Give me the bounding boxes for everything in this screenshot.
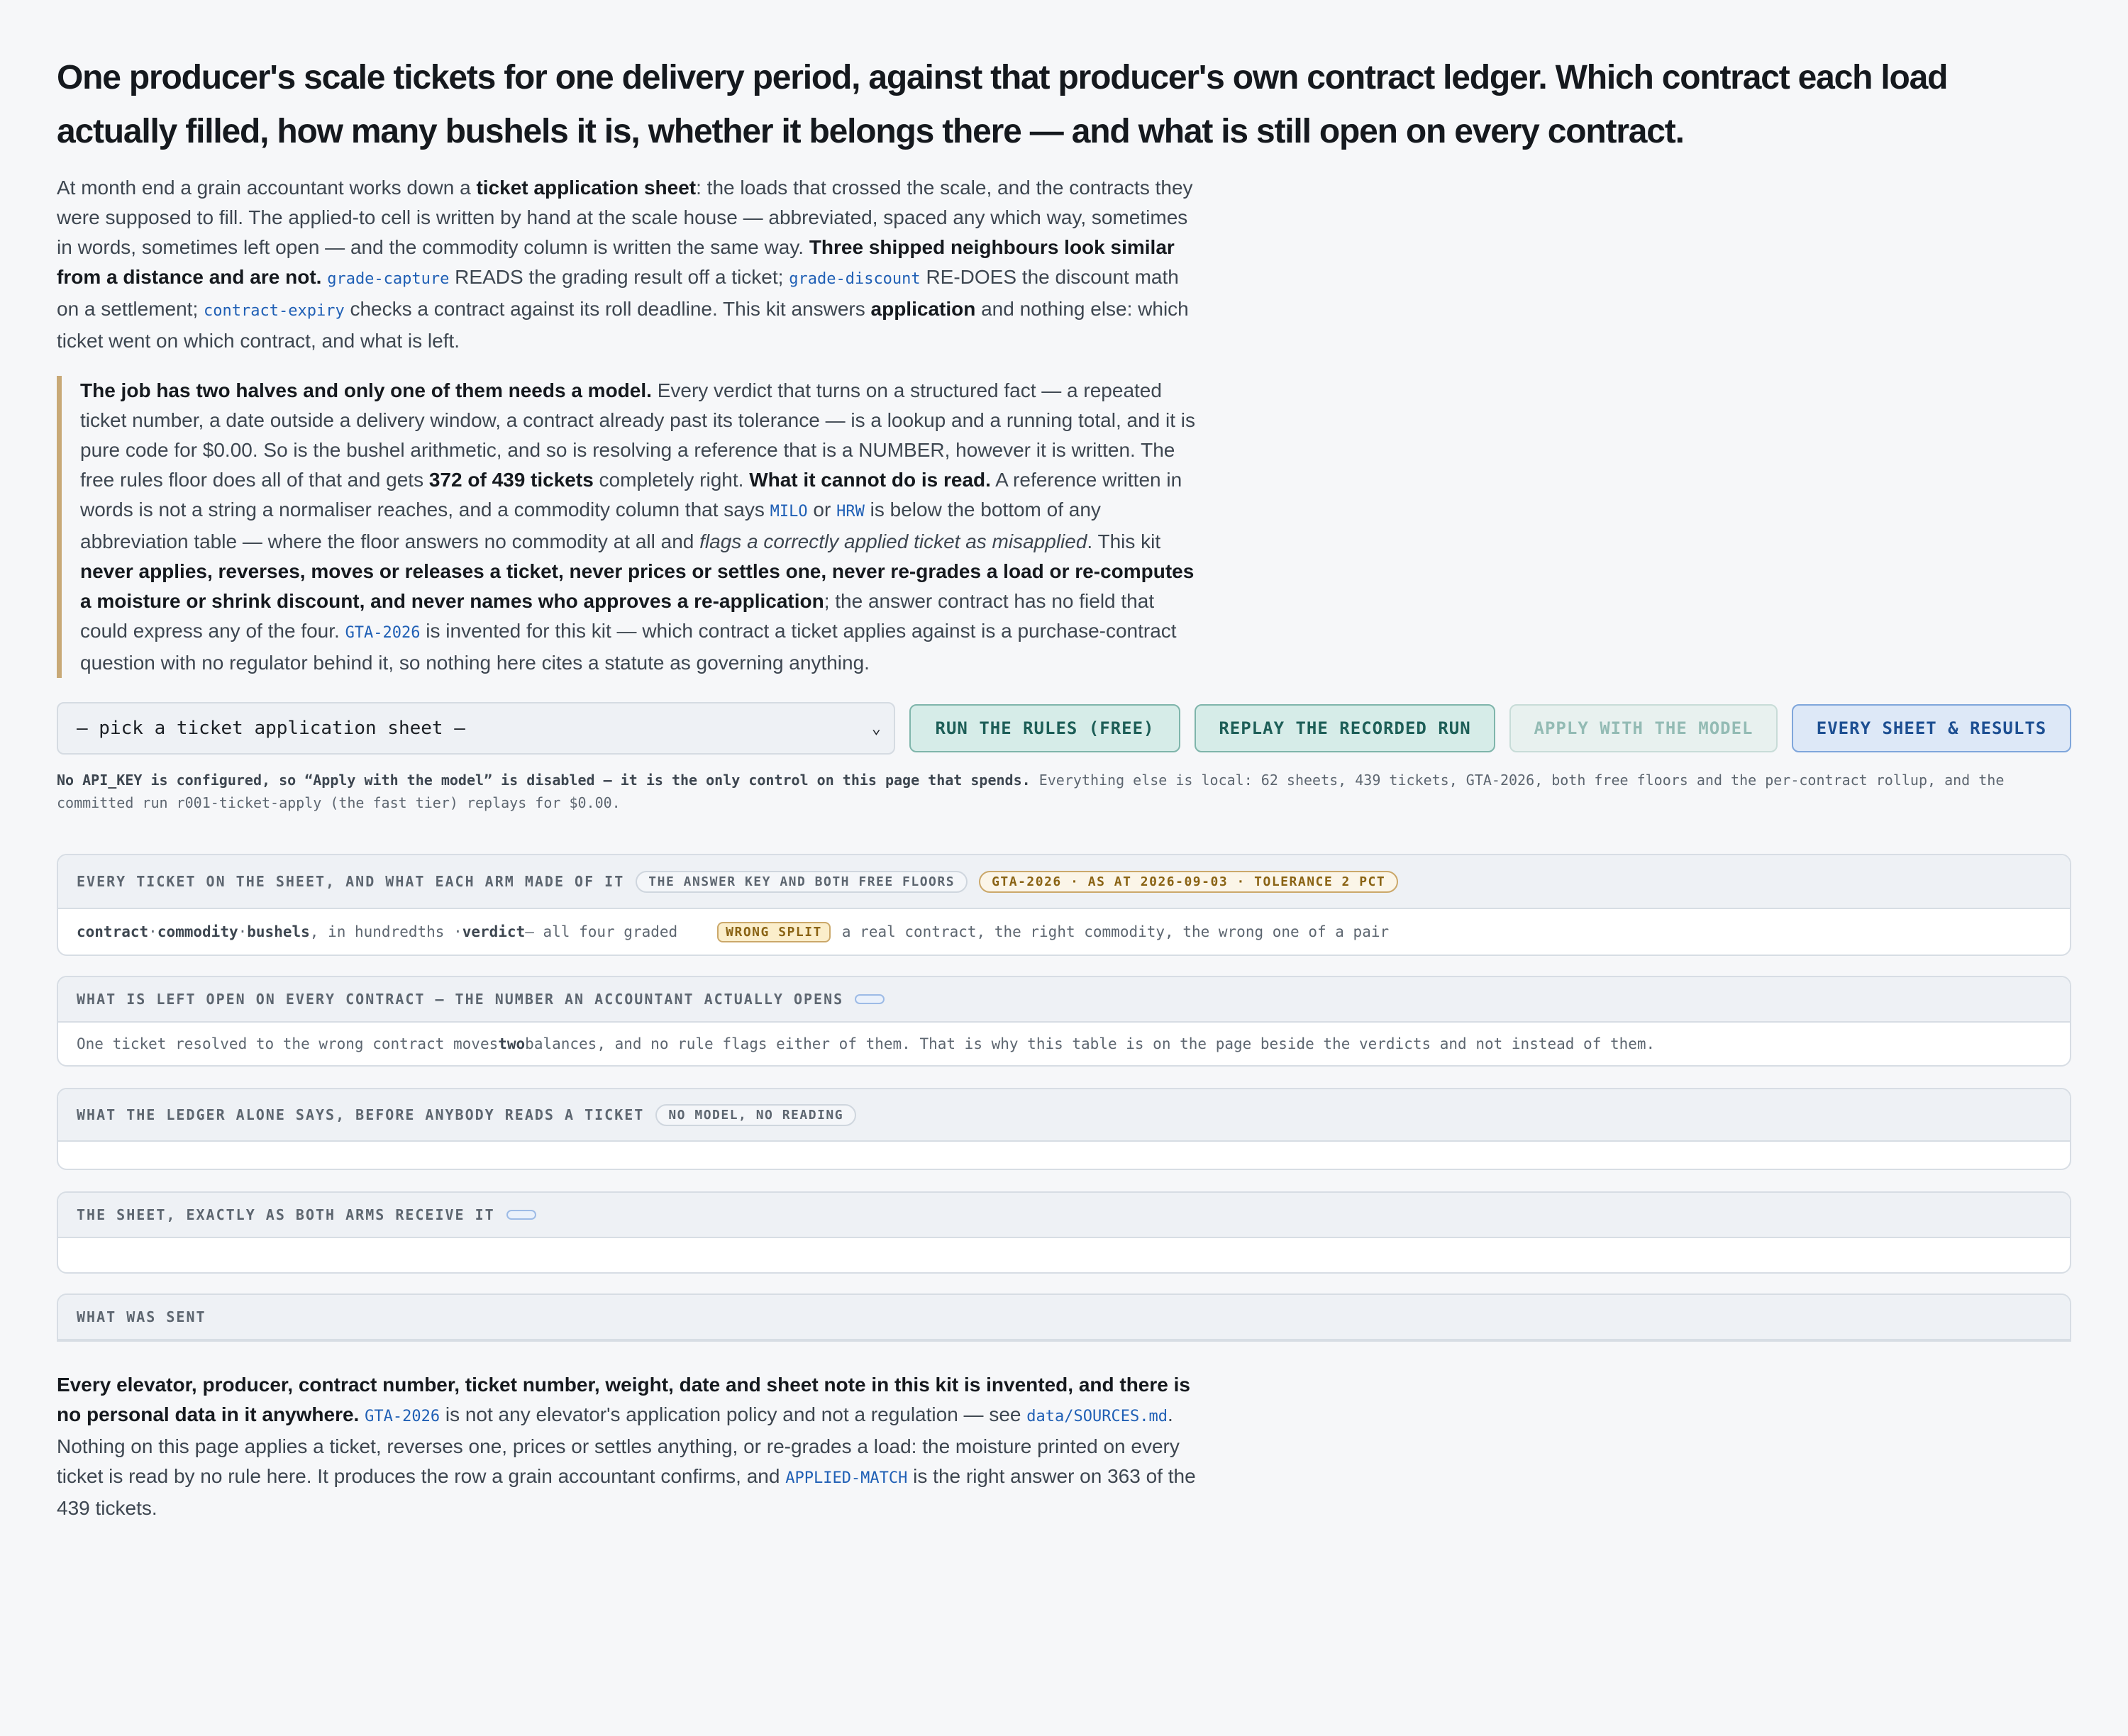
note-emphasis: No API_KEY is configured, so “Apply with the model” is disabled — it is the only control on this page that spends. [57, 772, 1031, 789]
sources-link[interactable]: data/SOURCES.md [1026, 1408, 1168, 1425]
sheet-panel [57, 1191, 2071, 1274]
legend-verdict: verdict [462, 923, 526, 940]
callout-text: Every verdict that turns on a structured fact — a repeated ticket number, a date outside a delivery window, a contract already past its tolerance — is a lookup and a running total, and it is pure code for $0.00. So is the bushel arithmetic, and so is resolving a reference that is a NUMBER, however it is written. The free rules floor does all of that and gets [80, 379, 1196, 491]
footer-text: is the right answer on 363 of the 439 tickets. [57, 1465, 1196, 1519]
legend-commodity: commodity [157, 923, 238, 940]
sent-panel [57, 1293, 2071, 1342]
callout-emphasis: What it cannot do is read. [749, 469, 991, 491]
code-applied-match: APPLIED-MATCH [785, 1469, 908, 1487]
open-contracts-panel [57, 976, 2071, 1067]
intro-text: RE-DOES the discount math on a settlement; [57, 266, 1179, 320]
legend-sep: · [238, 923, 248, 940]
intro-text: At month end a grain accountant works down a [57, 177, 477, 199]
callout-italic: flags a correctly applied ticket as misapplied [699, 530, 1087, 552]
callout-text: is invented for this kit — which contract a ticket applies against is a purchase-contract question with no regulator behind it, so nothing here cites a statute as governing anything. [80, 620, 1177, 674]
callout-block [57, 376, 1206, 678]
gta-pill: GTA-2026 · AS AT 2026-09-03 · TOLERANCE 2 PCT [979, 871, 1398, 893]
every-sheet-button[interactable]: EVERY SHEET & RESULTS [1792, 704, 2071, 752]
legend-bushels: bushels [247, 923, 310, 940]
api-key-note [57, 769, 2071, 814]
callout-text: . This kit [1087, 530, 1161, 552]
code-gta-2026: GTA-2026 [365, 1408, 440, 1425]
open-contracts-text: balances, and no rule flags either of them. That is why this table is on the page beside the verdicts and not instead of them. [525, 1035, 1656, 1052]
ledger-panel-body [58, 1142, 2070, 1169]
code-contract-expiry: contract-expiry [204, 302, 345, 320]
callout-emphasis: never applies, reverses, moves or releases a ticket, never prices or settles one, never re-grades a load or re-computes a moisture or shrink discount, and never names who approves a re-application [80, 560, 1195, 612]
intro-emphasis: ticket application sheet [476, 177, 697, 199]
wrong-split-tag: WRONG SPLIT [717, 922, 831, 942]
sheet-select-value: — pick a ticket application sheet — [77, 718, 465, 739]
sheet-panel-header[interactable] [58, 1193, 2070, 1238]
footer-emphasis: Every elevator, producer, contract number, ticket number, weight, date and sheet note in this kit is invented, and there is no personal data in it anywhere. [57, 1374, 1190, 1425]
footer-text: is not any elevator's application policy and not a regulation — see [440, 1403, 1027, 1425]
apply-model-button[interactable]: APPLY WITH THE MODEL [1509, 704, 1778, 752]
legend-text: — all four graded [525, 923, 678, 940]
tickets-panel [57, 854, 2071, 956]
footer-text: . Nothing on this page applies a ticket, reverses one, prices or settles anything, or re-grades a load: the moisture printed on every ticket is read by no rule here. It produces the row a grain accountant confirms, and [57, 1403, 1180, 1487]
callout-text: or [807, 499, 837, 521]
intro-paragraph [57, 173, 1206, 356]
callout-text: A reference written in words is not a string a normaliser reaches, and a commodity column that says [80, 469, 1182, 521]
code-gta-2026: GTA-2026 [345, 624, 421, 642]
callout-emphasis: 372 of 439 tickets [428, 469, 594, 491]
intro-text: and nothing else: which ticket went on which contract, and what is left. [57, 298, 1189, 352]
tickets-panel-heading: EVERY TICKET ON THE SHEET, AND WHAT EACH ARM MADE OF IT [77, 873, 625, 890]
footer-disclaimer [57, 1370, 1206, 1523]
open-contracts-text: One ticket resolved to the wrong contract moves [77, 1035, 499, 1052]
intro-text: READS the grading result off a ticket; [449, 266, 789, 288]
no-model-pill: NO MODEL, NO READING [655, 1104, 856, 1126]
open-contracts-heading: WHAT IS LEFT OPEN ON EVERY CONTRACT — THE NUMBER AN ACCOUNTANT ACTUALLY OPENS [77, 991, 844, 1008]
sheet-select[interactable] [57, 702, 895, 755]
intro-emphasis: Three shipped neighbours look similar from a distance and are not. [57, 236, 1175, 288]
note-text: Everything else is local: 62 sheets, 439 tickets, GTA-2026, both free floors and the per-contract rollup, and the committed run r001-ticket-apply (the fast tier) replays for $0.00. [57, 772, 2005, 811]
code-grade-capture: grade-capture [327, 270, 450, 288]
open-contracts-header[interactable] [58, 977, 2070, 1023]
ledger-panel-heading: WHAT THE LEDGER ALONE SAYS, BEFORE ANYBODY READS A TICKET [77, 1106, 645, 1123]
intro-text: : the loads that crossed the scale, and the contracts they were supposed to fill. The applied-to cell is written by hand at the scale house — abbreviated, spaced any which way, sometimes in words, sometimes left open — and the commodity column is written the same way. [57, 177, 1193, 258]
open-contracts-body [58, 1023, 2070, 1065]
ledger-panel-header[interactable] [58, 1089, 2070, 1142]
chevron-down-icon: ⌄ [871, 719, 881, 738]
intro-emphasis: application [870, 298, 976, 320]
open-contracts-emphasis: two [498, 1035, 526, 1052]
callout-text: completely right. [593, 469, 750, 491]
sheet-panel-heading: THE SHEET, EXACTLY AS BOTH ARMS RECEIVE IT [77, 1206, 495, 1223]
ledger-panel [57, 1088, 2071, 1170]
code-grade-discount: grade-discount [789, 270, 921, 288]
empty-count-pill [855, 994, 885, 1004]
code-hrw: HRW [836, 503, 865, 521]
legend-sep: · [148, 923, 157, 940]
code-milo: MILO [770, 503, 808, 521]
intro-text: checks a contract against its roll deadline. This kit answers [344, 298, 871, 320]
empty-count-pill [506, 1210, 536, 1220]
replay-run-button[interactable]: REPLAY THE RECORDED RUN [1195, 704, 1495, 752]
sheet-panel-body [58, 1238, 2070, 1272]
tickets-panel-body [58, 909, 2070, 955]
callout-emphasis: The job has two halves and only one of them needs a model. [80, 379, 652, 401]
sent-panel-header[interactable] [58, 1295, 2070, 1340]
legend-text: , in hundredths · [309, 923, 462, 940]
legend-contract: contract [77, 923, 149, 940]
controls-row [57, 702, 2071, 755]
callout-text: ; the answer contract has no field that could express any of the four. [80, 590, 1155, 642]
run-rules-button[interactable]: RUN THE RULES (FREE) [909, 704, 1180, 752]
callout-text: is below the bottom of any abbreviation table — where the floor answers no commodity at all and [80, 499, 1101, 552]
tickets-panel-header[interactable] [58, 855, 2070, 909]
page-title: One producer's scale tickets for one delivery period, against that producer's own contract ledger. Which contract each load actually filled, how many bushels it is, whether it belongs there — and what is still open on every contract. [57, 59, 1948, 150]
sent-panel-heading: WHAT WAS SENT [77, 1308, 206, 1325]
wrong-split-text: a real contract, the right commodity, the wrong one of a pair [841, 923, 1390, 940]
answer-key-pill: THE ANSWER KEY AND BOTH FREE FLOORS [636, 871, 968, 893]
